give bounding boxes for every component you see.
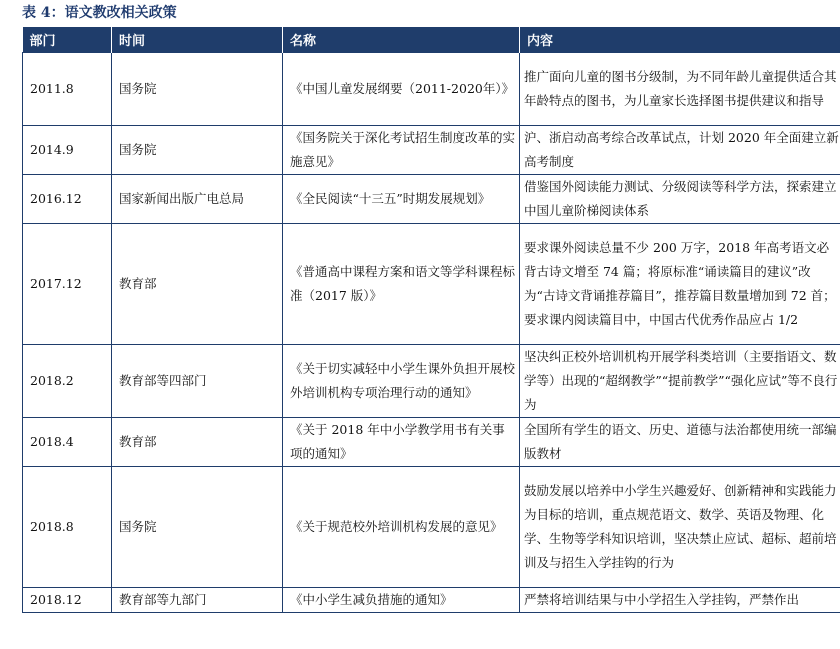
cell-time: 国务院 (112, 53, 283, 126)
cell-name: 《中小学生减负措施的通知》 (283, 588, 520, 613)
cell-name: 《关于规范校外培训机构发展的意见》 (283, 467, 520, 588)
cell-time: 国务院 (112, 126, 283, 175)
cell-dept: 2018.4 (23, 418, 112, 467)
cell-content: 要求课外阅读总量不少 200 万字，2018 年高考语文必背古诗文增至 74 篇；将原标准“诵读篇目的建议”改为“古诗文背诵推荐篇目”，推荐篇目数量增加到 72 首；要求课内阅读篇目中，中国古代优秀作品应占 1/2 (520, 224, 840, 345)
cell-dept: 2018.2 (23, 345, 112, 418)
cell-content: 沪、浙启动高考综合改革试点，计划 2020 年全面建立新高考制度 (520, 126, 840, 175)
cell-dept: 2011.8 (23, 53, 112, 126)
cell-dept: 2018.12 (23, 588, 112, 613)
cell-name: 《关于 2018 年中小学教学用书有关事项的通知》 (283, 418, 520, 467)
policy-table (22, 27, 840, 613)
table-caption: 表 4：语文教改相关政策 (22, 5, 177, 21)
cell-time: 教育部等九部门 (112, 588, 283, 613)
cell-time: 国家新闻出版广电总局 (112, 175, 283, 224)
cell-content: 严禁将培训结果与中小学招生入学挂钩，严禁作出 (520, 588, 840, 613)
cell-dept: 2018.8 (23, 467, 112, 588)
header-dept: 部门 (23, 27, 112, 53)
cell-name: 《关于切实减轻中小学生课外负担开展校外培训机构专项治理行动的通知》 (283, 345, 520, 418)
cell-name: 《中国儿童发展纲要（2011-2020年）》 (283, 53, 520, 126)
cell-dept: 2017.12 (23, 224, 112, 345)
table-row (23, 126, 840, 175)
cell-time: 教育部 (112, 418, 283, 467)
cell-time: 教育部等四部门 (112, 345, 283, 418)
table-row (23, 467, 840, 588)
table-row (23, 53, 840, 126)
cell-time: 国务院 (112, 467, 283, 588)
cell-content: 推广面向儿童的图书分级制，为不同年龄儿童提供适合其年龄特点的图书，为儿童家长选择图书提供建议和指导 (520, 53, 840, 126)
cell-time: 教育部 (112, 224, 283, 345)
table-row (23, 175, 840, 224)
table-row (23, 418, 840, 467)
cell-name: 《全民阅读“十三五”时期发展规划》 (283, 175, 520, 224)
table-row (23, 588, 840, 613)
cell-content: 全国所有学生的语文、历史、道德与法治都使用统一部编版教材 (520, 418, 840, 467)
cell-content: 借鉴国外阅读能力测试、分级阅读等科学方法，探索建立中国儿童阶梯阅读体系 (520, 175, 840, 224)
header-content: 内容 (520, 27, 840, 53)
cell-dept: 2014.9 (23, 126, 112, 175)
header-name: 名称 (283, 27, 520, 53)
header-time: 时间 (112, 27, 283, 53)
cell-name: 《普通高中课程方案和语文等学科课程标准（2017 版）》 (283, 224, 520, 345)
cell-content: 鼓励发展以培养中小学生兴趣爱好、创新精神和实践能力为目标的培训，重点规范语文、数学、英语及物理、化学、生物等学科知识培训，坚决禁止应试、超标、超前培训及与招生入学挂钩的行为 (520, 467, 840, 588)
cell-dept: 2016.12 (23, 175, 112, 224)
cell-name: 《国务院关于深化考试招生制度改革的实施意见》 (283, 126, 520, 175)
table-header-row (23, 27, 840, 53)
table-row (23, 345, 840, 418)
table-row (23, 224, 840, 345)
cell-content: 坚决纠正校外培训机构开展学科类培训（主要指语文、数学等）出现的“超纲教学”“提前教学”“强化应试”等不良行为 (520, 345, 840, 418)
